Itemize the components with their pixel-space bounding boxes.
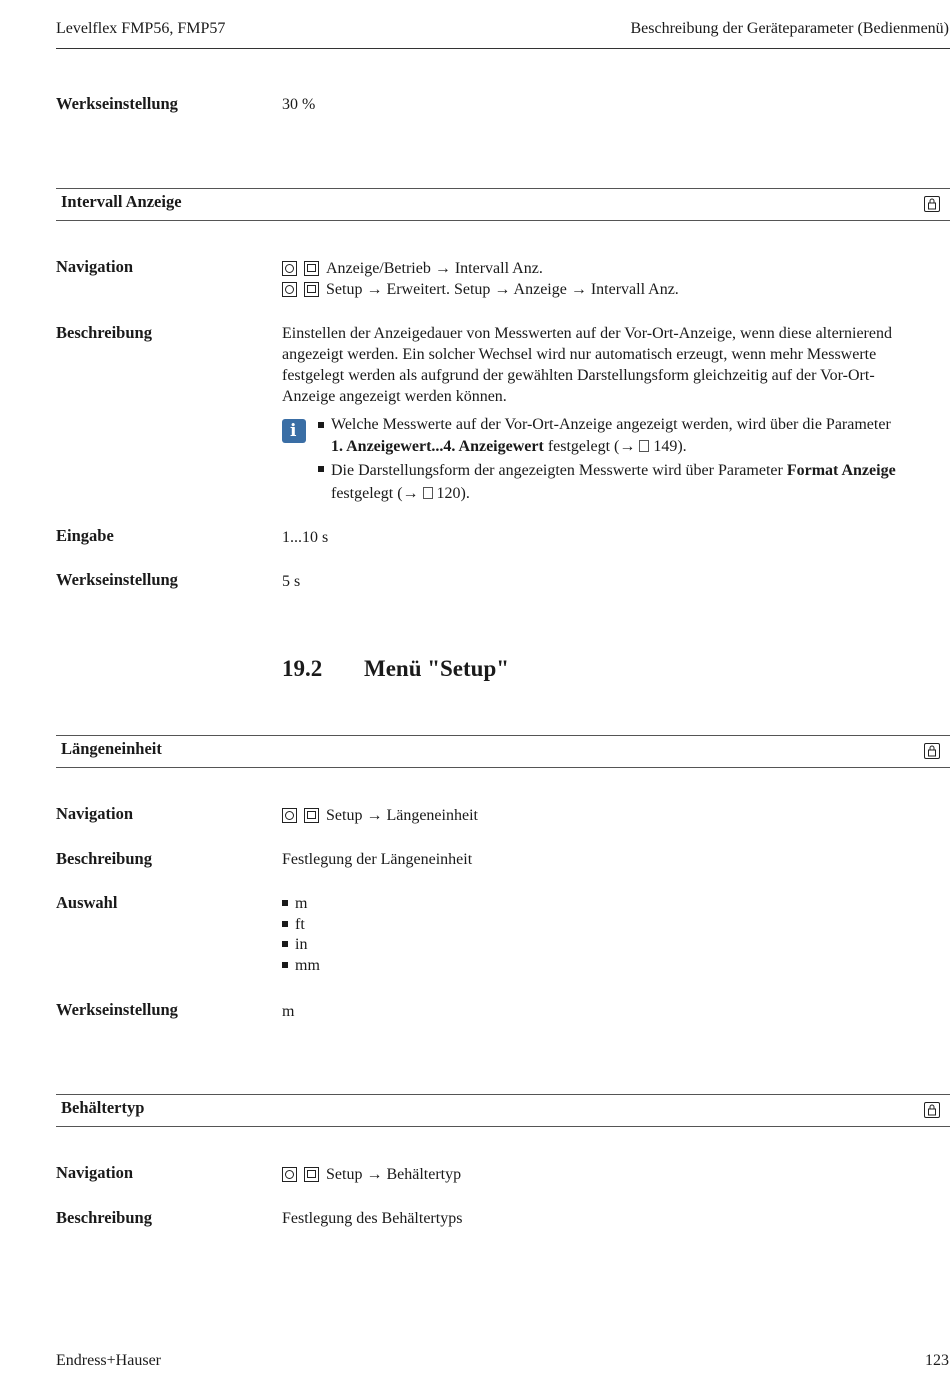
description-text	[282, 323, 942, 407]
lock-icon	[924, 1102, 940, 1118]
note-1	[331, 414, 946, 458]
operation-icon	[282, 808, 297, 823]
navigation-label: Navigation	[56, 804, 134, 823]
section-title-intervall-anzeige: Intervall Anzeige	[61, 192, 182, 211]
navigation-paths	[282, 805, 478, 826]
display-icon	[304, 261, 319, 276]
navigation-paths	[282, 1164, 461, 1185]
note-2-rest: festgelegt (→	[331, 485, 419, 502]
list-item: in	[282, 935, 320, 956]
nav-path: Anzeige/Betrieb → Intervall Anz.	[326, 260, 543, 277]
header-left: Levelflex FMP56, FMP57	[56, 20, 226, 37]
note-2	[331, 459, 946, 505]
note-1-line-1: Welche Messwerte auf der Vor-Ort-Anzeige angezeigt werden, wird über die Parameter	[331, 416, 891, 433]
page-ref: 149).	[653, 438, 687, 455]
section-rule-bottom	[56, 767, 950, 768]
description-text: Festlegung der Längeneinheit	[282, 851, 473, 868]
section-rule-top	[56, 735, 950, 736]
info-icon: i	[282, 419, 306, 443]
bullet	[318, 466, 324, 472]
header-right: Beschreibung der Geräteparameter (Bedienmenü)	[630, 20, 949, 37]
note-2-line-1	[331, 459, 946, 482]
display-icon	[304, 808, 319, 823]
operation-icon	[282, 261, 297, 276]
navigation-paths	[282, 258, 679, 300]
bullet	[318, 422, 324, 428]
operation-icon	[282, 282, 297, 297]
nav-path: Setup → Erweitert. Setup → Anzeige → Intervall Anz.	[326, 281, 679, 298]
section-title-behaeltertyp: Behältertyp	[61, 1098, 145, 1117]
navigation-label: Navigation	[56, 257, 134, 276]
operation-icon	[282, 1167, 297, 1182]
heading-number: 19.2	[282, 656, 323, 681]
section-rule-top	[56, 1094, 950, 1095]
note-2-text: Die Darstellungsform der angezeigten Messwerte wird über Parameter	[331, 462, 787, 479]
default-label: Werkseinstellung	[56, 94, 178, 113]
note-2-line-2	[331, 482, 946, 505]
list-item: m	[282, 894, 320, 915]
document-icon	[639, 440, 649, 452]
description-label: Beschreibung	[56, 849, 152, 868]
default-value: 30 %	[282, 96, 316, 113]
note-1-bold: 1. Anzeigewert...4. Anzeigewert	[331, 438, 544, 455]
display-icon	[304, 282, 319, 297]
section-title-laengeneinheit: Längeneinheit	[61, 739, 162, 758]
lock-icon	[924, 743, 940, 759]
description-line: angezeigt werden. Ein solcher Wechsel wird nur automatisch erzeugt, wenn mehr Messwerte	[282, 346, 877, 363]
header-rule	[56, 48, 950, 49]
note-2-bold: Format Anzeige	[786, 462, 896, 479]
default-value: m	[282, 1003, 295, 1020]
document-icon	[423, 487, 433, 499]
list-item: mm	[282, 956, 320, 977]
navigation-label: Navigation	[56, 1163, 134, 1182]
description-text: Festlegung des Behältertyps	[282, 1210, 463, 1227]
heading-title: Menü "Setup"	[364, 656, 510, 681]
nav-path: Setup → Längeneinheit	[326, 807, 478, 824]
default-label: Werkseinstellung	[56, 570, 178, 589]
footer-left: Endress+Hauser	[56, 1352, 161, 1369]
section-rule-bottom	[56, 220, 950, 221]
description-label: Beschreibung	[56, 323, 152, 342]
display-icon	[304, 1167, 319, 1182]
lock-icon	[924, 196, 940, 212]
description-line: festgelegt werden als aufgrund der gewählten Darstellungsform gleichzeitig auf der Vor-Ort-	[282, 367, 875, 384]
section-rule-top	[56, 188, 950, 189]
description-line: Anzeige angezeigt werden können.	[282, 388, 507, 405]
input-label: Eingabe	[56, 526, 114, 545]
input-value: 1...10 s	[282, 529, 329, 546]
page-number: 123	[925, 1352, 949, 1369]
choice-label: Auswahl	[56, 893, 118, 912]
choice-list	[282, 894, 320, 977]
nav-path: Setup → Behältertyp	[326, 1166, 462, 1183]
page-ref: 120).	[436, 485, 470, 502]
description-label: Beschreibung	[56, 1208, 152, 1227]
default-value: 5 s	[282, 573, 301, 590]
note-1-line-2	[331, 436, 946, 458]
default-label: Werkseinstellung	[56, 1000, 178, 1019]
description-line: Einstellen der Anzeigedauer von Messwerten auf der Vor-Ort-Anzeige, wenn diese alternierend	[282, 325, 892, 342]
section-rule-bottom	[56, 1126, 950, 1127]
list-item: ft	[282, 915, 320, 936]
note-1-rest: festgelegt (→	[543, 438, 636, 455]
